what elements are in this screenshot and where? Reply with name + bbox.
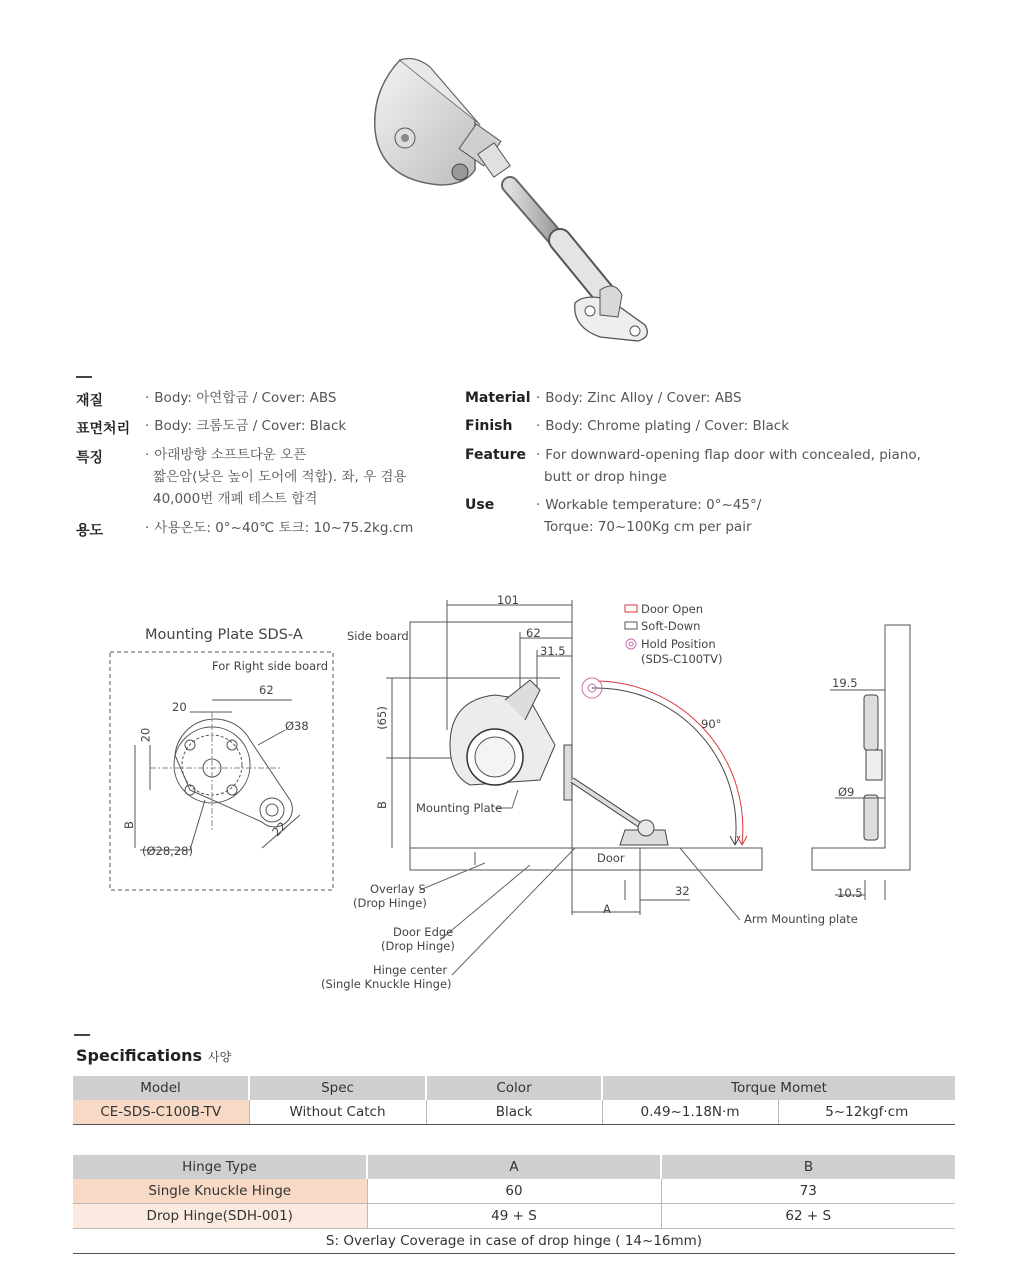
dim-31-5: 31.5 (540, 644, 566, 658)
cell-b: 62 + S (661, 1204, 955, 1229)
col-model: Model (73, 1076, 249, 1100)
cell-hinge-type: Single Knuckle Hinge (73, 1179, 367, 1204)
legend-door-open: Door Open (641, 602, 704, 616)
product-image (360, 45, 670, 355)
dim-b-plate: B (121, 821, 136, 829)
spec-value-use-ko: · 사용온도: 0°~40℃ 토크: 10~75.2kg.cm (145, 520, 414, 536)
spec-value-material-ko: · Body: 아연합금 / Cover: ABS (145, 390, 337, 406)
col-spec: Spec (249, 1076, 426, 1100)
table-note: S: Overlay Coverage in case of drop hinge ( 14~16mm) (73, 1229, 955, 1254)
cell-color: Black (426, 1100, 602, 1125)
cell-a: 49 + S (367, 1204, 661, 1229)
single-knuckle-label: (Single Knuckle Hinge) (321, 977, 452, 991)
dim-19-5: 19.5 (832, 676, 858, 690)
overlay-drop-hinge-label: (Drop Hinge) (353, 896, 427, 910)
dim-20-horizontal: 20 (172, 700, 187, 714)
spec-label-feature-en: Feature (465, 447, 526, 463)
hinge-center-label: Hinge center (373, 963, 448, 977)
spec-label-material-en: Material (465, 390, 531, 406)
door-label: Door (597, 851, 625, 865)
spec-value-finish-ko: · Body: 크롬도금 / Cover: Black (145, 418, 347, 434)
specifications-divider (74, 1034, 90, 1036)
legend-model: (SDS-C100TV) (641, 652, 723, 666)
door-edge-drop-hinge-label: (Drop Hinge) (381, 939, 455, 953)
spec-label-use-en: Use (465, 497, 495, 513)
dim-65: (65) (374, 706, 389, 730)
section-divider (76, 376, 92, 378)
dim-101: 101 (497, 593, 519, 607)
dim-38-diameter: Ø38 (285, 719, 309, 733)
dim-9-diameter: Ø9 (838, 785, 855, 799)
table-row (73, 1179, 955, 1204)
mounting-plate-title: Mounting Plate SDS-A (145, 627, 303, 643)
dim-a: A (603, 902, 611, 916)
col-hinge-type: Hinge Type (73, 1155, 367, 1179)
dim-28-28: (Ø28,28) (142, 844, 193, 858)
technical-drawing (0, 585, 1024, 1005)
spec-label-feature-ko: 특징 (76, 450, 104, 466)
spec-value-use-en: · Workable temperature: 0°~45°/ Torque: 70~100Kg cm per pair (536, 497, 762, 535)
angle-90: 90° (701, 717, 722, 731)
cell-spec: Without Catch (249, 1100, 426, 1125)
legend-hold-position: Hold Position (641, 637, 716, 651)
dim-10-5: 10.5 (837, 886, 863, 900)
dim-b-side: B (374, 801, 389, 809)
cell-hinge-type: Drop Hinge(SDH-001) (73, 1204, 367, 1229)
cell-torque-nm: 0.49~1.18N·m (602, 1100, 778, 1125)
mounting-plate-label: Mounting Plate (416, 801, 503, 815)
hinge-type-table (73, 1155, 955, 1254)
table-row (73, 1100, 955, 1125)
arm-mounting-plate-label: Arm Mounting plate (744, 912, 858, 926)
cell-torque-kgf: 5~12kgf·cm (778, 1100, 955, 1125)
side-board-label: Side board (347, 629, 409, 643)
col-b: B (661, 1155, 955, 1179)
col-a: A (367, 1155, 661, 1179)
dim-62-plate: 62 (259, 683, 274, 697)
spec-value-feature-en: · For downward-opening flap door with concealed, piano, butt or drop hinge (536, 447, 921, 485)
spec-label-use-ko: 용도 (76, 523, 104, 539)
overlay-s-label: Overlay S (370, 882, 426, 896)
col-color: Color (426, 1076, 602, 1100)
spec-label-finish-ko: 표면처리 (76, 421, 131, 437)
door-edge-label: Door Edge (393, 925, 454, 939)
specifications-title: Specifications 사양 (76, 1046, 232, 1065)
spec-label-material-ko: 재질 (76, 393, 104, 409)
dim-62-side: 62 (526, 626, 541, 640)
cell-b: 73 (661, 1179, 955, 1204)
table-row (73, 1204, 955, 1229)
legend-soft-down: Soft-Down (641, 619, 701, 633)
dim-20-vertical: 20 (138, 727, 153, 743)
dim-32: 32 (675, 884, 690, 898)
cell-model: CE-SDS-C100B-TV (73, 1100, 249, 1125)
for-right-side-label: For Right side board (212, 659, 328, 673)
spec-value-material-en: · Body: Zinc Alloy / Cover: ABS (536, 390, 742, 406)
dim-22: 22 (269, 818, 290, 840)
model-spec-table (73, 1076, 955, 1125)
spec-label-finish-en: Finish (465, 418, 513, 434)
spec-value-finish-en: · Body: Chrome plating / Cover: Black (536, 418, 790, 434)
spec-value-feature-ko: · 아래방향 소프트다운 오픈 짧은암(낮은 높이 도어에 적합). 좌, 우 겸용 40,000번 개폐 테스트 합격 (145, 447, 407, 507)
cell-a: 60 (367, 1179, 661, 1204)
col-torque: Torque Momet (602, 1076, 955, 1100)
